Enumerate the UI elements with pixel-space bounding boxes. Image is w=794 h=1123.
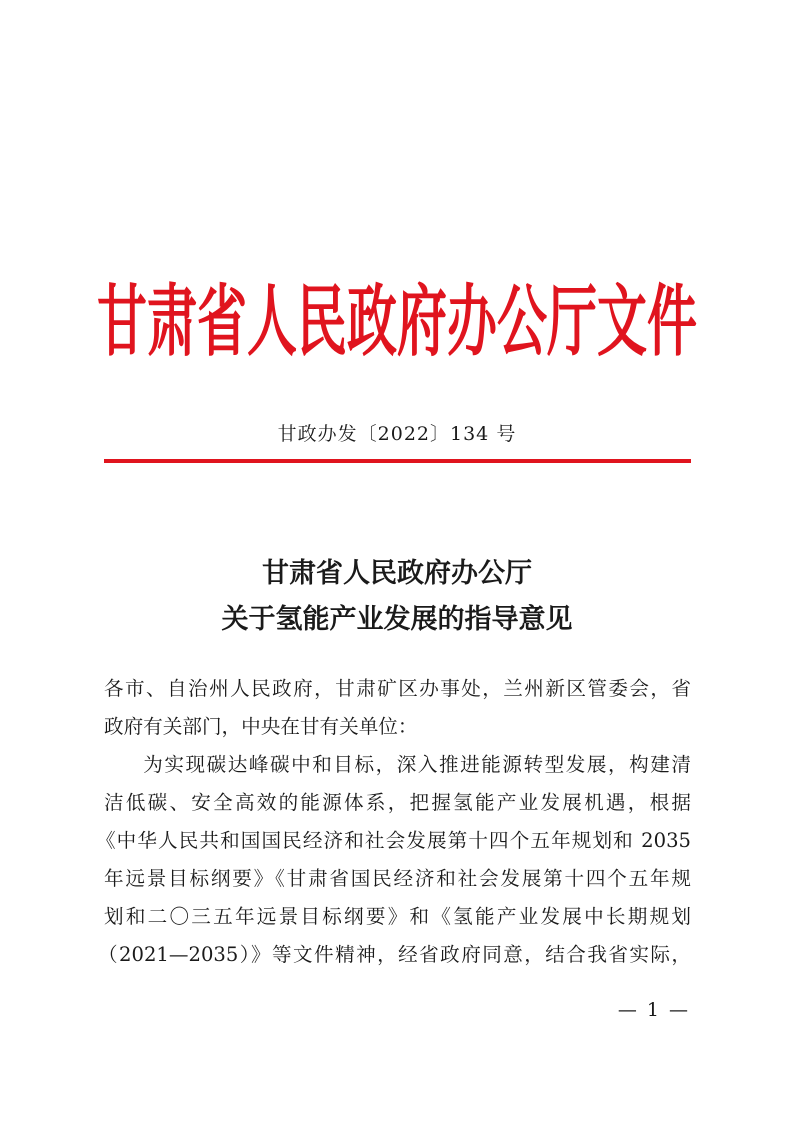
body-line: 年远景目标纲要》《甘肃省国民经济和社会发展第十四个五年规 bbox=[104, 867, 691, 890]
body-line: 为实现碳达峰碳中和目标，深入推进能源转型发展，构建清 bbox=[143, 753, 691, 776]
body-line: 洁低碳、安全高效的能源体系，把握氢能产业发展机遇，根据 bbox=[104, 791, 691, 814]
document-body bbox=[96, 670, 691, 974]
body-line: 划和二〇三五年远景目标纲要》和《氢能产业发展中长期规划 bbox=[104, 905, 691, 928]
body-line: （2021—2035）》等文件精神，经省政府同意，结合我省实际， bbox=[98, 943, 691, 966]
addressee-line2: 政府有关部门，中央在甘有关单位： bbox=[104, 715, 418, 738]
page-number: — 1 — bbox=[617, 999, 690, 1021]
addressee-line1: 各市、自治州人民政府，甘肃矿区办事处，兰州新区管委会，省 bbox=[104, 677, 691, 700]
document-number: 甘政办发〔2022〕134 号 bbox=[277, 423, 517, 445]
body-line: 《中华人民共和国国民经济和社会发展第十四个五年规划和 2035 bbox=[96, 829, 691, 852]
document-title-line2: 关于氢能产业发展的指导意见 bbox=[221, 604, 573, 635]
red-divider-line bbox=[104, 459, 691, 463]
document-title-line1: 甘肃省人民政府办公厅 bbox=[262, 558, 532, 589]
document-masthead: 甘肃省人民政府办公厅文件 bbox=[97, 276, 697, 367]
